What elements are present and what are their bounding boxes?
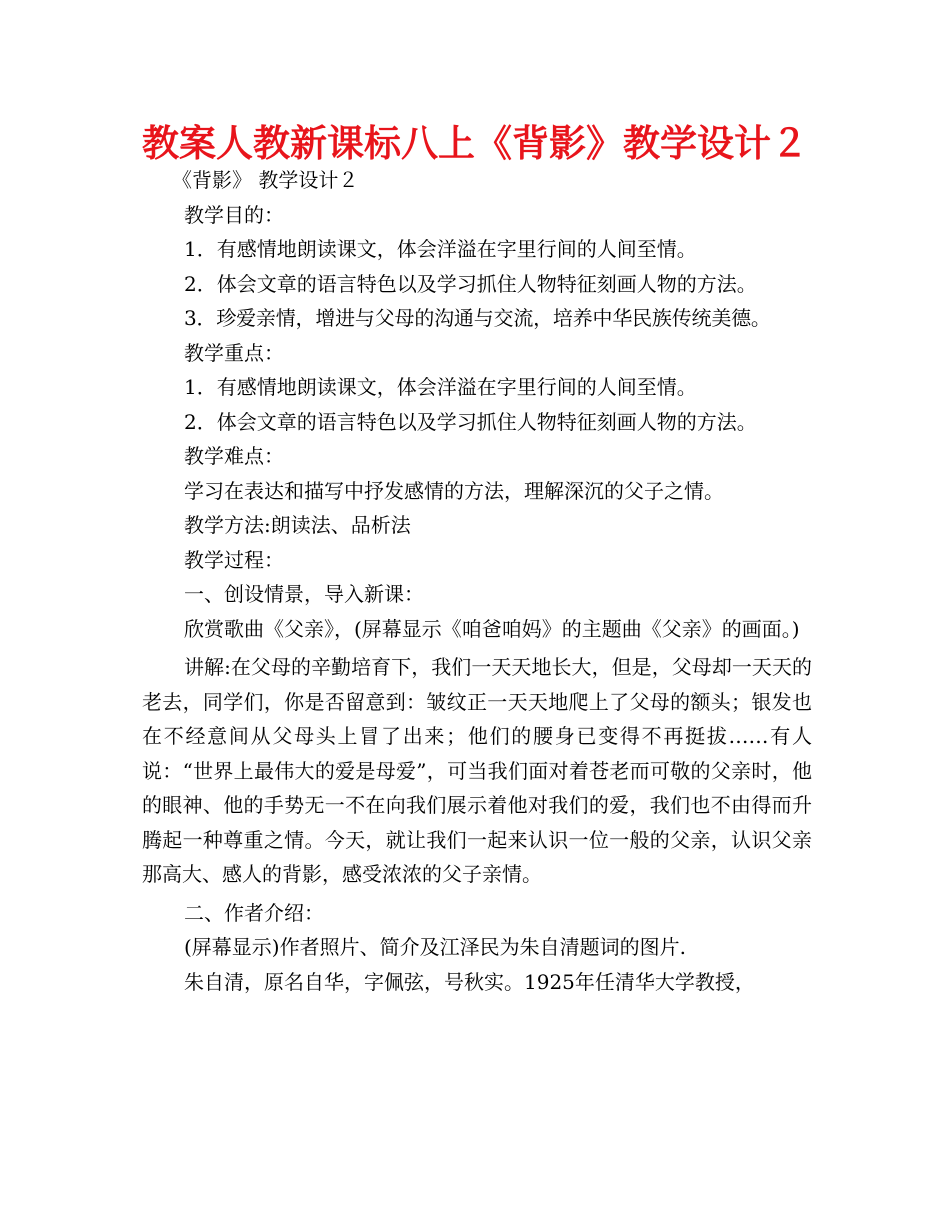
subtitle-line: 《背影》 教学设计２ bbox=[172, 168, 359, 192]
list-item: 3．珍爱亲情，增进与父母的沟通与交流，培养中华民族传统美德。 bbox=[184, 306, 771, 330]
list-item: 1．有感情地朗读课文，体会洋溢在字里行间的人间至情。 bbox=[184, 375, 697, 399]
document-body bbox=[142, 163, 812, 999]
paragraph-line: 学习在表达和描写中抒发感情的方法，理解深沉的父子之情。 bbox=[184, 478, 724, 503]
section-heading: 教学过程： bbox=[184, 547, 284, 572]
list-item: 1．有感情地朗读课文，体会洋溢在字里行间的人间至情。 bbox=[184, 237, 697, 261]
paragraph-line: 教学方法:朗读法、品析法 bbox=[184, 513, 411, 537]
document-title: 教案人教新课标八上《背影》教学设计２ bbox=[142, 122, 808, 165]
section-heading: 教学难点： bbox=[184, 444, 284, 468]
section-heading: 二、作者介绍： bbox=[184, 900, 324, 925]
paragraph-line: 朱自清，原名自华，字佩弦，号秋实。1925年任清华大学教授， bbox=[184, 969, 755, 994]
paragraph-line: (屏幕显示)作者照片、简介及江泽民为朱自清题词的图片. bbox=[184, 935, 686, 959]
section-heading: 教学重点： bbox=[184, 340, 284, 365]
lecture-paragraph: 讲解:在父母的辛勤培育下，我们一天天地长大，但是，父母却一天天的老去，同学们，你是否留意到：皱纹正一天天地爬上了父母的额头；银发也在不经意间从父母头上冒了出来；他们的腰身已变得不再挺拔……有人说：“世界上最伟大的爱是母爱”，可当我们面对着苍老而可敬的父亲时，他的眼神、他的手势无一不在向我们展示着他对我们的爱，我们也不由得而升腾起一种尊重之情。今天，就让我们一起来认识一位一般的父亲，认识父亲那高大、感人的背影，感受浓浓的父子亲情。 bbox=[142, 655, 812, 886]
list-item: 2．体会文章的语言特色以及学习抓住人物特征刻画人物的方法。 bbox=[184, 409, 757, 434]
song-paragraph: 欣赏歌曲《父亲》，(屏幕显示《咱爸咱妈》的主题曲《父亲》的画面。) bbox=[184, 616, 800, 641]
list-item: 2．体会文章的语言特色以及学习抓住人物特征刻画人物的方法。 bbox=[184, 271, 757, 296]
section-heading: 一、创设情景，导入新课： bbox=[184, 582, 424, 606]
section-heading: 教学目的： bbox=[184, 202, 284, 227]
